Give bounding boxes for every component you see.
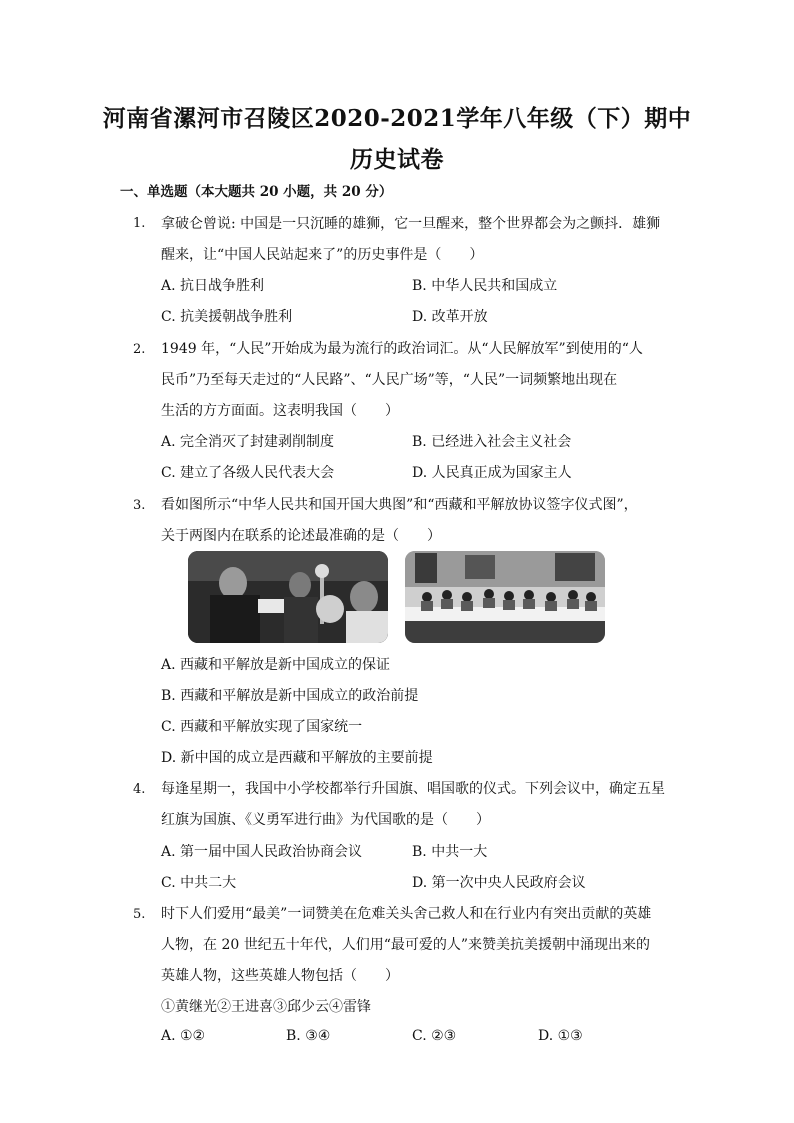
- question-text-line: 醒来，让“中国人民站起来了”的历史事件是（ ）: [161, 247, 484, 263]
- option-b: B. 西藏和平解放是新中国成立的政治前提: [161, 688, 419, 704]
- option-b: B. 中华人民共和国成立: [412, 278, 558, 294]
- option-d: D. 改革开放: [412, 309, 488, 325]
- question-text-line: 关于两图内在联系的论述最准确的是（ ）: [161, 528, 441, 544]
- question-text-line: 拿破仑曾说: 中国是一只沉睡的雄狮，它一旦醒来，整个世界都会为之颤抖．雄狮: [161, 216, 661, 232]
- option-a: A. 抗日战争胜利: [161, 278, 265, 294]
- option-c: C. 中共二大: [161, 875, 237, 891]
- founding-ceremony-photo: [188, 551, 388, 643]
- question-text-line: 红旗为国旗、《义勇军进行曲》为代国歌的是（ ）: [161, 812, 490, 828]
- option-a: A. 第一届中国人民政治协商会议: [161, 844, 363, 860]
- option-b: B. 中共一大: [412, 844, 488, 860]
- question-number: 2.: [133, 342, 146, 357]
- option-c: C. 抗美援朝战争胜利: [161, 309, 293, 325]
- signing-ceremony-image: [405, 551, 605, 643]
- question-number: 5.: [133, 907, 146, 922]
- section-heading: 一、单选题（本大题共 20 小题，共 20 分）: [120, 184, 393, 200]
- question-number: 1.: [133, 216, 146, 231]
- option-c: C. 建立了各级人民代表大会: [161, 465, 335, 481]
- option-c: C. 西藏和平解放实现了国家统一: [161, 719, 363, 735]
- question-text-line: 生活的方方面面。这表明我国（ ）: [161, 403, 399, 419]
- question-text-line: 英雄人物，这些英雄人物包括（ ）: [161, 968, 399, 984]
- exam-title-line1: 河南省漯河市召陵区2020-2021学年八年级（下）期中: [102, 105, 692, 132]
- question-number: 3.: [133, 498, 146, 513]
- exam-title-line2: 历史试卷: [350, 146, 444, 173]
- question-text-line: 1949 年，“人民”开始成为最为流行的政治词汇。从“人民解放军”到使用的“人: [161, 341, 643, 357]
- option-b: B. 已经进入社会主义社会: [412, 434, 572, 450]
- option-d: D. 人民真正成为国家主人: [412, 465, 572, 481]
- question-text-line: 每逢星期一，我国中小学校都举行升国旗、唱国歌的仪式。下列会议中，确定五星: [161, 781, 665, 797]
- option-b: B. ③④: [286, 1028, 331, 1044]
- option-d: D. 新中国的成立是西藏和平解放的主要前提: [161, 750, 433, 766]
- option-a: A. 完全消灭了封建剥削制度: [161, 434, 335, 450]
- question-text-line: 人物，在 20 世纪五十年代，人们用“最可爱的人”来赞美抗美援朝中涌现出来的: [161, 937, 651, 953]
- option-a: A. 西藏和平解放是新中国成立的保证: [161, 657, 391, 673]
- founding-ceremony-image: [188, 551, 388, 643]
- question-number: 4.: [133, 782, 146, 797]
- question-text-line: 看如图所示“中华人民共和国开国大典图”和“西藏和平解放协议签字仪式图”，: [161, 497, 638, 513]
- option-a: A. ①②: [161, 1028, 206, 1044]
- option-d: D. 第一次中央人民政府会议: [412, 875, 586, 891]
- question-text-line: 时下人们爱用“最美”一词赞美在危难关头舍己救人和在行业内有突出贡献的英雄: [161, 906, 652, 922]
- question-text-line: 民币”乃至每天走过的“人民路”、“人民广场”等，“人民”一词频繁地出现在: [161, 372, 618, 388]
- tibet-agreement-signing-photo: [405, 551, 605, 643]
- option-d: D. ①③: [538, 1028, 583, 1044]
- question-text-line: ①黄继光②王进喜③邱少云④雷锋: [161, 999, 371, 1015]
- option-c: C. ②③: [412, 1028, 457, 1044]
